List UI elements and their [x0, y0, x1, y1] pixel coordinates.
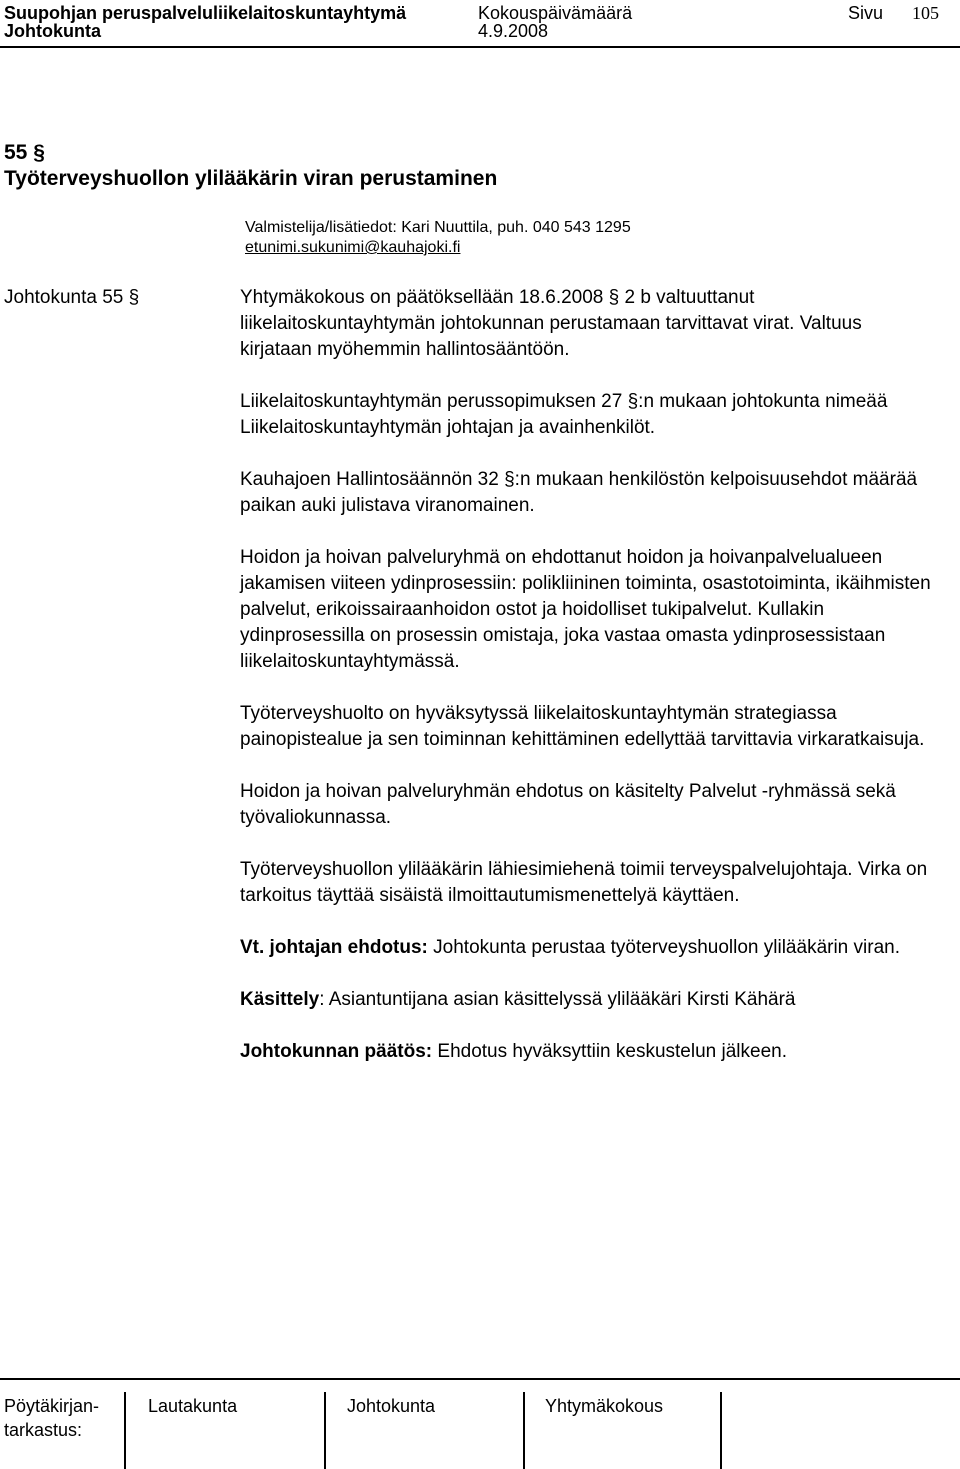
- footer-separator-3: [523, 1392, 525, 1469]
- header-row-2: [0, 18, 960, 44]
- proposal-paragraph: [240, 935, 935, 961]
- handling-paragraph: [240, 987, 935, 1013]
- paragraph-5: Työterveyshuolto on hyväksytyssä liikelaitoskuntayhtymän strategiassa painopistealue ja sen toiminnan kehittäminen edellyttää tarvittavia virkaratkaisuja.: [240, 703, 925, 750]
- page-number: 105: [912, 3, 939, 23]
- paragraph-4: Hoidon ja hoivan palveluryhmä on ehdottanut hoidon ja hoivanpalvelualueen jakamisen viiteen ydinprosessiin: polikliininen toiminta, osastotoiminta, ikäihmisten palvelut, erikoissairaanhoidon ostot ja hoidolliset tukipalvelut. Kullakin ydinprosessilla on prosessin omistaja, joka vastaa omasta ydinprosessistaan liikelaitoskuntayhtymässä.: [240, 547, 931, 672]
- footer-assembly: Yhtymäkokous: [545, 1396, 664, 1416]
- footer-minutes-check-line-2: tarkastus:: [4, 1420, 83, 1440]
- paragraph-6: Hoidon ja hoivan palveluryhmän ehdotus on käsitelty Palvelut -ryhmässä sekä työvaliokunnassa.: [240, 781, 896, 828]
- proposal-label: Vt. johtajan ehdotus:: [240, 937, 428, 958]
- preparer-info: Valmistelija/lisätiedot: Kari Nuuttila, puh. 040 543 1295: [245, 219, 631, 236]
- footer-minutes-check: [4, 1394, 99, 1442]
- footer-separator-1: [124, 1392, 126, 1469]
- meeting-date-label: Kokouspäivämäärä: [478, 3, 633, 23]
- paragraph-7: Työterveyshuollon ylilääkärin lähiesimiehenä toimii terveyspalvelujohtaja. Virka on tarkoitus täyttää sisäistä ilmoittautumismenettelyä käyttäen.: [240, 859, 928, 906]
- item-title: Työterveyshuollon ylilääkärin viran perustaminen: [4, 167, 498, 190]
- handling-label: Käsittely: [240, 989, 320, 1010]
- handling-text: : Asiantuntijana asian käsittelyssä ylilääkäri Kirsti Kähärä: [319, 989, 796, 1010]
- preparer-email-link[interactable]: etunimi.sukunimi@kauhajoki.fi: [245, 239, 461, 256]
- footer-minutes-check-line-1: Pöytäkirjan-: [4, 1396, 100, 1416]
- decision-paragraph: [240, 1039, 935, 1065]
- header-divider: [0, 46, 960, 48]
- item-content: [240, 285, 935, 1091]
- item-number: 55 §: [4, 141, 45, 164]
- paragraph-3: Kauhajoen Hallintosäännön 32 §:n mukaan henkilöstön kelpoisuusehdot määrää paikan auki julistava viranomainen.: [240, 469, 918, 516]
- footer-separator-2: [324, 1392, 326, 1469]
- footer-separator-4: [720, 1392, 722, 1469]
- paragraph-2: Liikelaitoskuntayhtymän perussopimuksen 27 §:n mukaan johtokunta nimeää Liikelaitoskuntayhtymän johtajan ja avainhenkilöt.: [240, 391, 888, 438]
- meeting-date: 4.9.2008: [478, 21, 549, 41]
- decision-body-label: Johtokunta 55 §: [4, 287, 140, 308]
- footer-board: Lautakunta: [148, 1396, 238, 1416]
- decision-text: Ehdotus hyväksyttiin keskustelun jälkeen.: [432, 1041, 787, 1062]
- body-name: Johtokunta: [4, 21, 101, 41]
- footer-divider: [0, 1378, 960, 1380]
- proposal-text: Johtokunta perustaa työterveyshuollon ylilääkärin viran.: [427, 937, 900, 958]
- paragraph-1: Yhtymäkokous on päätöksellään 18.6.2008 § 2 b valtuuttanut liikelaitoskuntayhtymän johtokunnan perustamaan tarvittavat virat. Valtuus kirjataan myöhemmin hallintosääntöön.: [240, 287, 862, 360]
- organization-name: Suupohjan peruspalveluliikelaitoskuntayhtymä: [4, 3, 407, 23]
- footer-directors: Johtokunta: [347, 1396, 436, 1416]
- page-label: Sivu: [848, 3, 884, 23]
- decision-label: Johtokunnan päätös:: [240, 1041, 433, 1062]
